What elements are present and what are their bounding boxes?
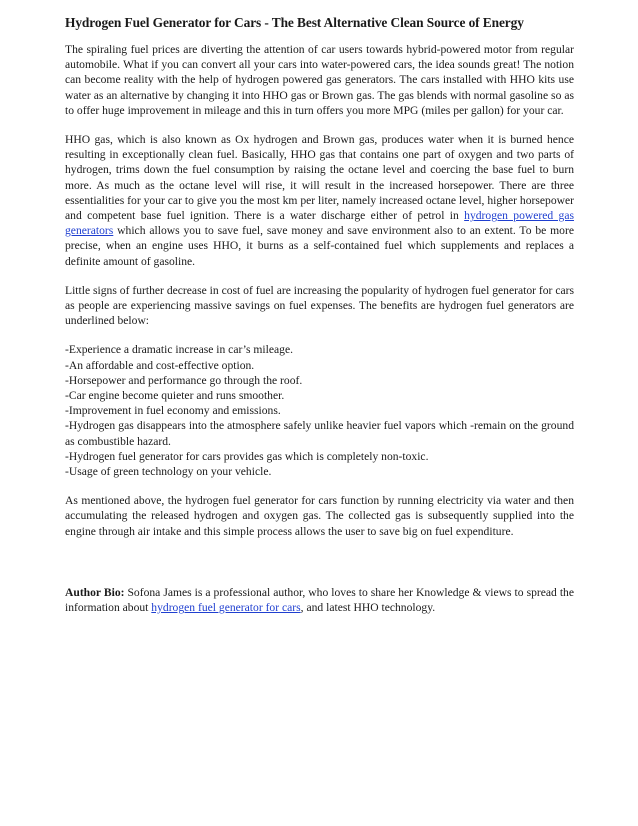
paragraph-intro: The spiraling fuel prices are diverting the attention of car users towards hybrid-powered motor from regular automobile. What if you can convert all your cars into water-powered cars, the idea sounds great! The notion can become reality with the help of hydrogen powered gas generators. The cars installed with HHO kits use water as an alternative by changing it into HHO gas or Brown gas. The gas blends with normal gasoline so as to offer huge improvement in mileage and this in turn offers you more MPG (miles per gallon) for your car. — [65, 43, 574, 117]
benefits-list — [65, 342, 574, 479]
paragraph-how-it-works: As mentioned above, the hydrogen fuel generator for cars function by running electricity via water and then accumulating the released hydrogen and oxygen gas. The collected gas is subsequently supplied into the engine through air intake and this simple process allows the user to save big on fuel expenditure. — [65, 494, 574, 538]
benefit-item: -Hydrogen fuel generator for cars provides gas which is completely non-toxic. — [65, 449, 429, 463]
author-bio — [65, 585, 574, 615]
paragraph-hho-gas — [65, 132, 574, 269]
paragraph-benefits-intro: Little signs of further decrease in cost of fuel are increasing the popularity of hydrogen fuel generator for cars as people are experiencing massive savings on fuel expenses. The benefits are hydrogen fuel generators are underlined below: — [65, 283, 574, 328]
benefit-item: -Car engine become quieter and runs smoother. — [65, 389, 285, 403]
benefit-item: -Horsepower and performance go through the roof. — [65, 373, 303, 387]
paragraph-hho-text-end: which allows you to save fuel, save money and save environment also to an extent. To be more precise, when an engine uses HHO, it burns as a self-contained fuel which supplements and replaces a definite amount of gasoline. — [65, 224, 574, 268]
paragraph-hho-text-start: HHO gas, which is also known as Ox hydrogen and Brown gas, produces water when it is burned hence resulting in exceptionally clean fuel. Basically, HHO gas that contains one part of oxygen and two parts of hydrogen, trims down the fuel consumption by raising the octane level and coercing the base fuel to burn more. As much as the octane level will rise, it will result in the increased horsepower. There are three essentialities for your car to give you the most km per liter, namely increased octane level, higher horsepower and competent base fuel ignition. There is a water discharge either of petrol in — [65, 133, 574, 223]
author-bio-text-end: , and latest HHO technology. — [300, 601, 436, 615]
author-bio-text-start: Sofona James is a professional author, who loves to share her Knowledge & views to spread the information about — [65, 585, 574, 615]
document-title: Hydrogen Fuel Generator for Cars - The Best Alternative Clean Source of Energy — [65, 15, 524, 30]
benefit-item: -An affordable and cost-effective option. — [65, 358, 255, 372]
author-bio-label: Author Bio: — [65, 585, 125, 599]
benefit-item: -Hydrogen gas disappears into the atmosphere safely unlike heavier fuel vapors which -remain on the ground as combustible hazard. — [65, 419, 574, 448]
benefit-item: -Usage of green technology on your vehicle. — [65, 465, 272, 479]
benefit-item: -Improvement in fuel economy and emissions. — [65, 404, 281, 418]
hydrogen-fuel-generator-link[interactable]: hydrogen fuel generator for cars — [151, 601, 301, 615]
benefit-item: -Experience a dramatic increase in car’s mileage. — [65, 343, 293, 357]
spacer — [65, 553, 574, 585]
document-body — [65, 14, 574, 629]
hydrogen-powered-gas-generators-link[interactable]: hydrogen powered gas generators — [65, 209, 574, 238]
